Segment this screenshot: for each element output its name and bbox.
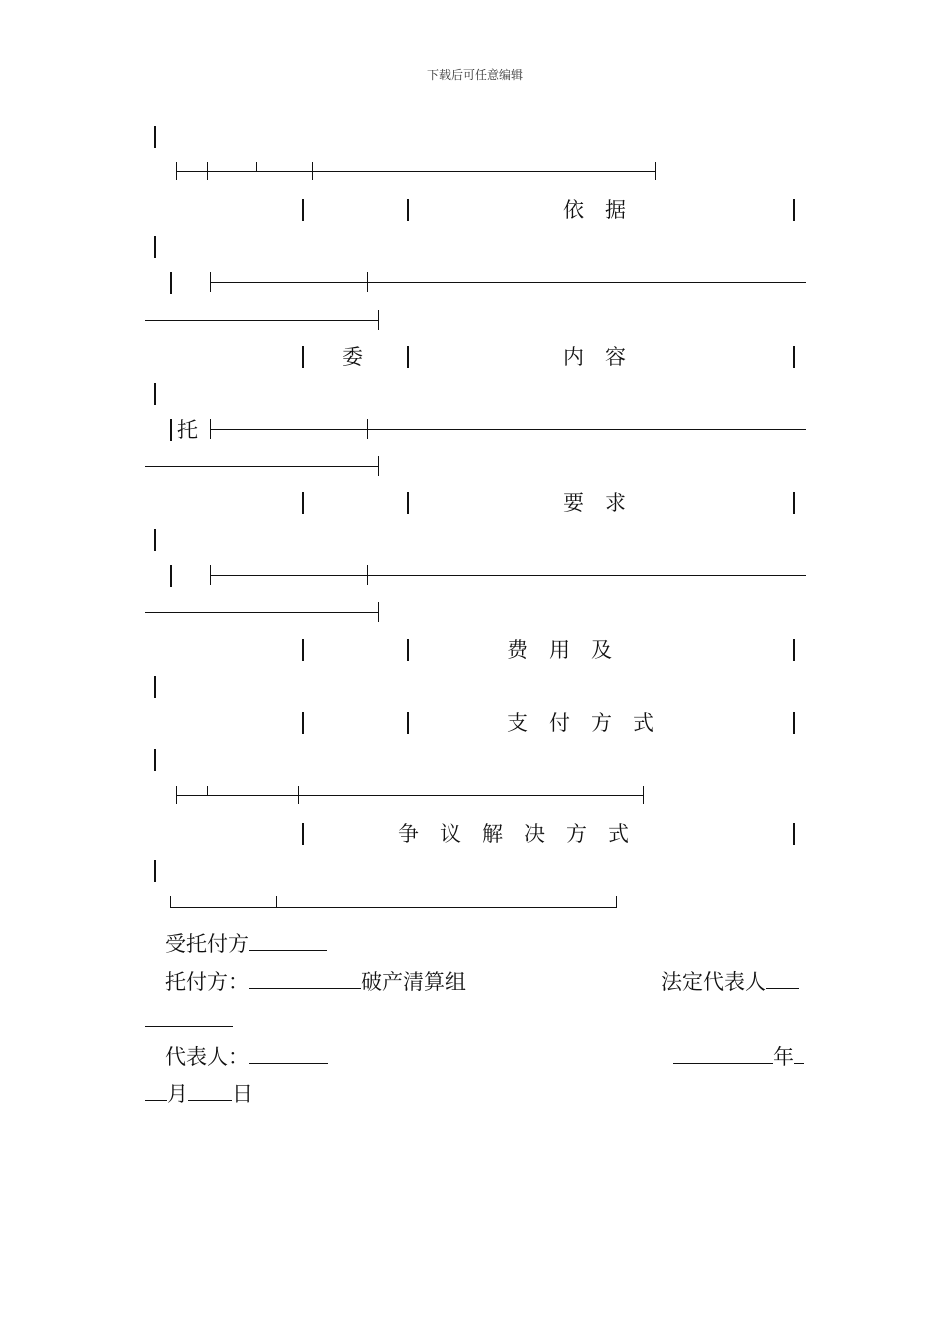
table-corner-right — [616, 896, 617, 908]
row-zhengyi-label: 争 议 解 决 方 式 — [398, 822, 629, 846]
table-tee — [378, 602, 379, 622]
table-rule — [176, 795, 644, 796]
table-border-mark — [302, 346, 304, 368]
table-border-mark — [154, 529, 156, 551]
table-border-mark — [407, 492, 409, 514]
table-rule — [145, 612, 378, 613]
table-cross — [298, 786, 299, 804]
table-border-mark — [170, 272, 172, 294]
legal-rep-line — [661, 968, 799, 995]
table-rule — [210, 429, 806, 430]
row-tuo-left-label: 托 — [177, 418, 198, 442]
table-border-mark — [407, 199, 409, 221]
table-border-mark — [302, 639, 304, 661]
table-border-mark — [302, 199, 304, 221]
table-border-mark — [154, 860, 156, 882]
table-border-mark — [154, 383, 156, 405]
table-cross — [207, 162, 208, 180]
table-corner-right — [643, 786, 644, 804]
month-blank[interactable] — [145, 1080, 167, 1101]
date-line-continued — [145, 1080, 253, 1107]
legal-rep-blank[interactable] — [766, 968, 799, 989]
table-border-mark — [793, 639, 795, 661]
day-char: 日 — [232, 1082, 253, 1106]
truster-line — [165, 968, 466, 995]
legal-rep-blank-continued[interactable] — [145, 1026, 233, 1027]
table-border-mark — [793, 823, 795, 845]
legal-rep-label: 法定代表人 — [661, 970, 766, 994]
table-rule — [170, 907, 617, 908]
row-yiju-label: 依 据 — [563, 198, 626, 222]
rep-label: 代表人： — [165, 1045, 249, 1069]
table-border-mark — [302, 712, 304, 734]
row-zhifu-label: 支 付 方 式 — [507, 711, 654, 735]
table-border-mark — [793, 492, 795, 514]
trustee-blank[interactable] — [249, 930, 327, 951]
row-weituo-left-label: 委 — [342, 345, 363, 369]
table-border-mark — [170, 419, 172, 441]
truster-blank[interactable] — [249, 968, 361, 989]
table-cross — [367, 419, 368, 439]
table-border-mark — [302, 823, 304, 845]
table-border-mark — [793, 346, 795, 368]
table-rule — [210, 575, 806, 576]
table-rule — [210, 282, 806, 283]
table-border-mark — [793, 199, 795, 221]
table-border-mark — [407, 639, 409, 661]
trustee-label: 受托付方 — [165, 932, 249, 956]
month-blank-start[interactable] — [794, 1043, 804, 1064]
month-char: 月 — [167, 1082, 188, 1106]
table-border-mark — [793, 712, 795, 734]
day-blank[interactable] — [188, 1080, 232, 1101]
date-line — [673, 1043, 804, 1070]
table-rule — [145, 466, 378, 467]
table-border-mark — [154, 126, 156, 148]
trustee-line — [165, 930, 327, 957]
table-tee — [276, 896, 277, 908]
year-blank[interactable] — [673, 1043, 773, 1064]
table-border-mark — [154, 676, 156, 698]
table-rule — [145, 320, 378, 321]
header-note: 下载后可任意编辑 — [426, 68, 523, 82]
table-rule — [176, 171, 656, 172]
row-neirong-label: 内 容 — [563, 345, 626, 369]
table-border-mark — [302, 492, 304, 514]
table-tee — [256, 162, 257, 172]
row-yaoqiu-label: 要 求 — [563, 491, 626, 515]
table-border-mark — [407, 712, 409, 734]
table-border-mark — [154, 749, 156, 771]
table-cross — [367, 272, 368, 292]
table-tee — [378, 310, 379, 330]
table-cross — [312, 162, 313, 180]
truster-suffix: 破产清算组 — [361, 970, 466, 994]
table-cross — [367, 565, 368, 585]
table-border-mark — [170, 565, 172, 587]
table-border-mark — [407, 346, 409, 368]
truster-label: 托付方： — [165, 970, 249, 994]
year-char: 年 — [773, 1045, 794, 1069]
table-border-mark — [154, 236, 156, 258]
rep-blank[interactable] — [249, 1043, 328, 1064]
table-corner-right — [655, 162, 656, 180]
table-tee — [378, 456, 379, 476]
table-tee — [207, 786, 208, 796]
rep-line — [165, 1043, 328, 1070]
row-feiyong-label: 费 用 及 — [507, 638, 612, 662]
